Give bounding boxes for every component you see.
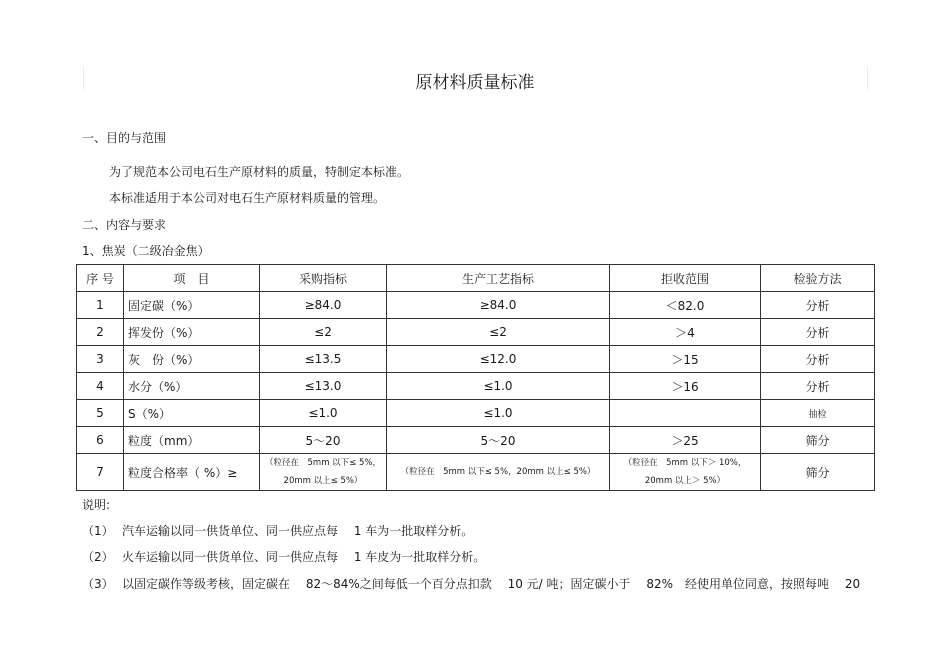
table-row <box>77 427 875 454</box>
note-number: （3） <box>82 577 114 591</box>
note-text: 以固定碳作等级考核，固定碳在 82～84%之间每低一个百分点扣款 10 元/ 吨；固定碳小于 82% 经使用单位同意，按照每吨 20 <box>122 577 861 591</box>
page-title: 原材料质量标准 <box>415 73 535 93</box>
row-process: （粒径在 5mm 以下≤ 5%，20mm 以上≤ 5%） <box>387 454 610 491</box>
row-item: 固定碳（%） <box>124 292 260 319</box>
note-text: 汽车运输以同一供货单位、同一供应点每 1 车为一批取样分析。 <box>122 524 474 538</box>
notes-heading: 说明: <box>82 498 111 512</box>
row-method: 筛分 <box>761 454 875 491</box>
row-process: ≤2 <box>387 319 610 346</box>
row-purchase: 5～20 <box>260 427 387 454</box>
row-purchase: ≤13.5 <box>260 346 387 373</box>
row-process: ≤12.0 <box>387 346 610 373</box>
note-item <box>82 522 473 539</box>
row-item: 水分（%） <box>124 373 260 400</box>
row-reject: ＞16 <box>610 373 761 400</box>
section-1-para-2: 本标准适用于本公司对电石生产原材料质量的管理。 <box>109 191 386 205</box>
table-row <box>77 346 875 373</box>
section-1-heading: 一、目的与范围 <box>82 131 167 145</box>
table-row <box>77 373 875 400</box>
header-reject: 拒收范围 <box>610 265 761 292</box>
header-process: 生产工艺指标 <box>387 265 610 292</box>
row-method: 分析 <box>761 292 875 319</box>
note-item <box>82 575 860 592</box>
row-method: 分析 <box>761 373 875 400</box>
header-purchase: 采购指标 <box>260 265 387 292</box>
row-reject: ＞4 <box>610 319 761 346</box>
row-purchase: ≤2 <box>260 319 387 346</box>
row-item: 挥发份（%） <box>124 319 260 346</box>
row-purchase: （粒径在 5mm 以下≤ 5%，20mm 以上≤ 5%） <box>260 454 387 491</box>
section-1-para-1: 为了规范本公司电石生产原材料的质量，特制定本标准。 <box>109 165 410 179</box>
row-no: 6 <box>77 427 124 454</box>
note-item <box>82 548 485 565</box>
row-no: 4 <box>77 373 124 400</box>
row-no: 3 <box>77 346 124 373</box>
section-2-heading: 二、内容与要求 <box>82 218 167 232</box>
table-header-row <box>77 265 875 292</box>
row-item: 粒度合格率（ %）≥ <box>124 454 260 491</box>
row-no: 2 <box>77 319 124 346</box>
row-process: ≤1.0 <box>387 400 610 427</box>
row-item: 粒度（mm） <box>124 427 260 454</box>
header-no: 序 号 <box>77 265 124 292</box>
coke-subheading: 1、焦炭（二级冶金焦） <box>82 244 210 258</box>
row-item: 灰 份（%） <box>124 346 260 373</box>
row-no: 7 <box>77 454 124 491</box>
note-text: 火车运输以同一供货单位、同一供应点每 1 车皮为一批取样分析。 <box>122 550 486 564</box>
table-row <box>77 400 875 427</box>
row-reject: ＞15 <box>610 346 761 373</box>
row-process: ≤1.0 <box>387 373 610 400</box>
note-number: （2） <box>82 550 114 564</box>
row-reject: ＜82.0 <box>610 292 761 319</box>
row-reject: ＞25 <box>610 427 761 454</box>
row-process: ≥84.0 <box>387 292 610 319</box>
table-row <box>77 292 875 319</box>
row-purchase: ≤13.0 <box>260 373 387 400</box>
row-purchase: ≤1.0 <box>260 400 387 427</box>
header-item: 项 目 <box>124 265 260 292</box>
row-reject <box>610 400 761 427</box>
table-row <box>77 454 875 491</box>
row-purchase: ≥84.0 <box>260 292 387 319</box>
row-method: 筛分 <box>761 427 875 454</box>
coke-spec-table <box>76 264 875 491</box>
row-process: 5～20 <box>387 427 610 454</box>
row-item: S（%） <box>124 400 260 427</box>
row-no: 5 <box>77 400 124 427</box>
row-method: 分析 <box>761 346 875 373</box>
table-row <box>77 319 875 346</box>
header-method: 检验方法 <box>761 265 875 292</box>
note-number: （1） <box>82 524 114 538</box>
row-method: 抽检 <box>761 400 875 427</box>
row-method: 分析 <box>761 319 875 346</box>
row-reject: （粒径在 5mm 以下＞ 10%，20mm 以上＞ 5%） <box>610 454 761 491</box>
row-no: 1 <box>77 292 124 319</box>
